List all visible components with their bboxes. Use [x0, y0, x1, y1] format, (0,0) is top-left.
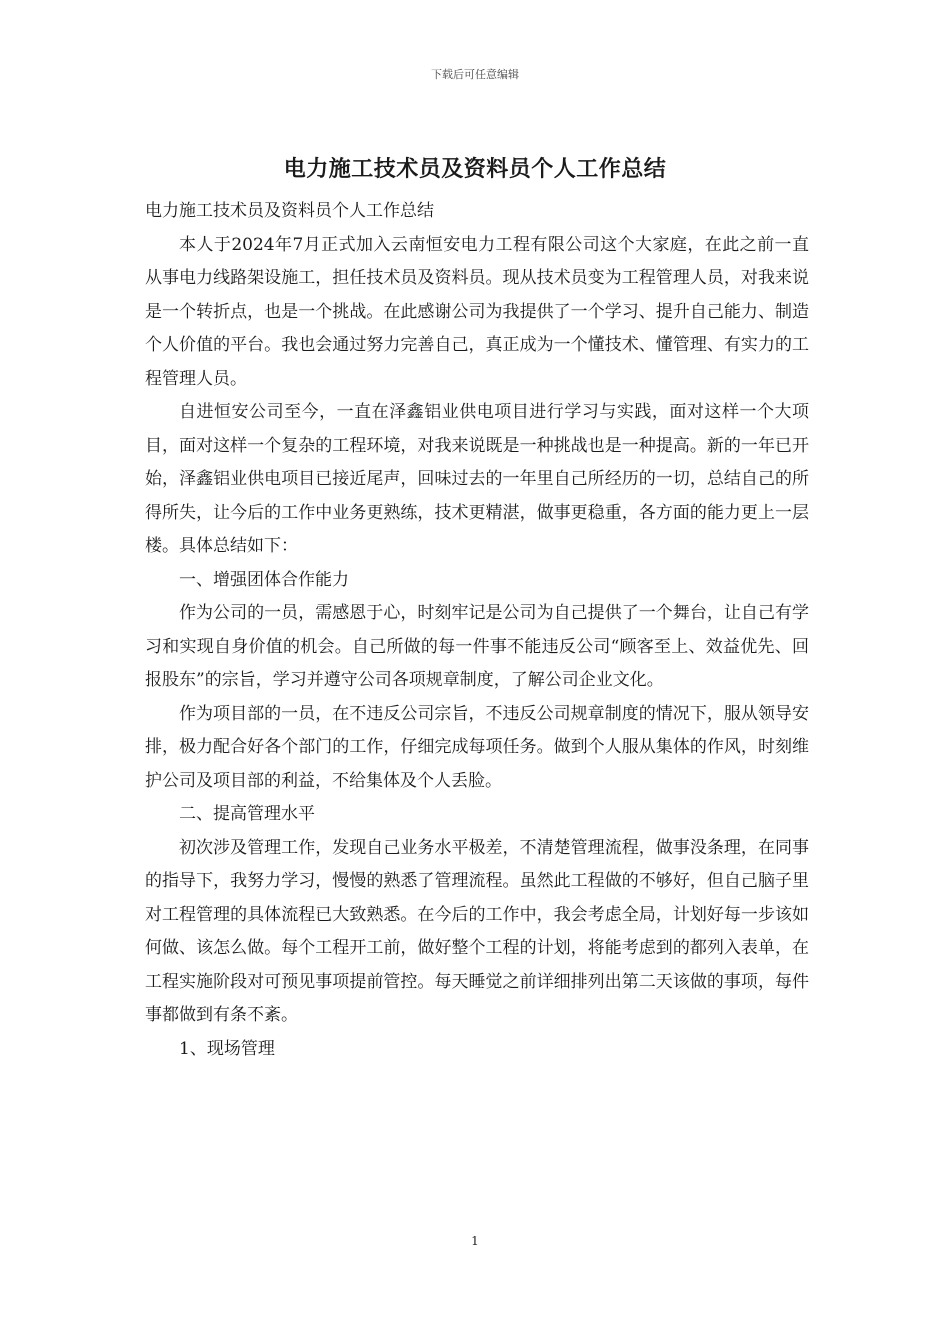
body-paragraph-project-member: 作为项目部的一员，在不违反公司宗旨，不违反公司规章制度的情况下，服从领导安排，极力配合好各个部门的工作，仔细完成每项任务。做到个人服从集体的作风，时刻维护公司及项目部的利益，不给集体及个人丢脸。: [145, 703, 809, 791]
body-paragraph-management: 初次涉及管理工作，发现自己业务水平极差，不清楚管理流程，做事没条理，在同事的指导下，我努力学习，慢慢的熟悉了管理流程。虽然此工程做的不够好，但自己脑子里对工程管理的具体流程已大致熟悉。在今后的工作中，我会考虑全局，计划好每一步该如何做、该怎么做。每个工程开工前，做好整个工程的计划，将能考虑到的都列入表单，在工程实施阶段对可预见事项提前管控。每天睡觉之前详细排列出第二天该做的事项，每件事都做到有条不紊。: [145, 837, 809, 1025]
document-body: [145, 195, 809, 1066]
subsection-heading-site-management: 1、现场管理: [179, 1038, 275, 1059]
subtitle-paragraph: 电力施工技术员及资料员个人工作总结: [145, 201, 434, 221]
body-paragraph-intro: 本人于2024年7月正式加入云南恒安电力工程有限公司这个大家庭，在此之前一直从事电力线路架设施工，担任技术员及资料员。现从技术员变为工程管理人员，对我来说是一个转折点，也是一个挑战。在此感谢公司为我提供了一个学习、提升自己能力、制造个人价值的平台。我也会通过努力完善自己，真正成为一个懂技术、懂管理、有实力的工程管理人员。: [145, 234, 809, 389]
body-paragraph-overview: 自进恒安公司至今，一直在泽鑫铝业供电项目进行学习与实践，面对这样一个大项目，面对这样一个复杂的工程环境，对我来说既是一种挑战也是一种提高。新的一年已开始，泽鑫铝业供电项目已接近尾声，回味过去的一年里自己所经历的一切，总结自己的所得所失，让今后的工作中业务更熟练，技术更精湛，做事更稳重，各方面的能力更上一层楼。具体总结如下：: [145, 402, 809, 556]
section-heading-management: 二、提高管理水平: [179, 804, 315, 824]
section-heading-teamwork: 一、增强团体合作能力: [179, 569, 349, 590]
page-number: 1: [471, 1234, 479, 1248]
document-title: 电力施工技术员及资料员个人工作总结: [283, 156, 667, 182]
header-note: 下载后可任意编辑: [431, 68, 519, 81]
body-paragraph-company-member: 作为公司的一员，需感恩于心，时刻牢记是公司为自己提供了一个舞台，让自己有学习和实现自身价值的机会。自己所做的每一件事不能违反公司“顾客至上、效益优先、回报股东”的宗旨，学习并遵守公司各项规章制度，了解公司企业文化。: [145, 603, 809, 690]
